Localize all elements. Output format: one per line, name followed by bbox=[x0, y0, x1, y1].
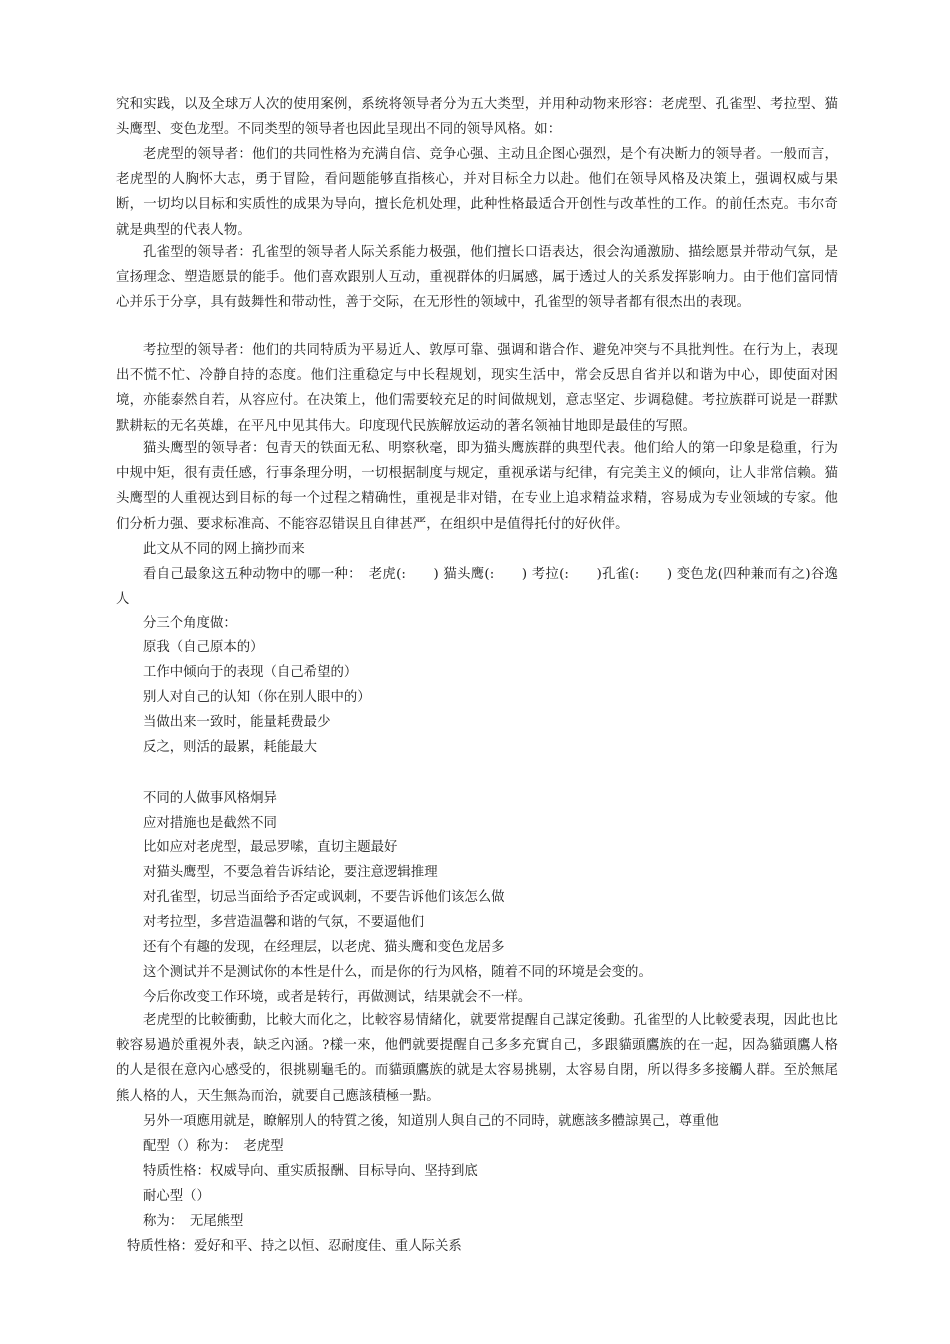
tiger-paragraph: 老虎型的领导者：他们的共同性格为充满自信、竞争心强、主动且企图心强烈，是个有决断力的领导者。一般而言，老虎型的人胸怀大志，勇于冒险，看问题能够直指核心，并对目标全力以赴。他们在领导风格及决策上，强调权威与果断，一切均以目标和实质性的成果为导向，擅长危机处理，此种性格最适合开创性与改革性的工作。的前任杰克。韦尔奇就是典型的代表人物。 bbox=[116, 147, 838, 238]
list-item: 对猫头鹰型，不要急着告诉结论，要注意逻辑推理 bbox=[143, 865, 438, 880]
list-item: 特质性格：权威导向、重实质报酬、目标导向、坚持到底 bbox=[143, 1164, 478, 1179]
list-item: 原我（自己原本的） bbox=[143, 640, 264, 655]
list-item: 比如应对老虎型，最忌罗嗦，直切主题最好 bbox=[143, 840, 398, 855]
list-item: 今后你改变工作环境，或者是转行，再做测试，结果就会不一样。 bbox=[143, 990, 532, 1005]
list-item: 另外一項應用就是，瞭解別人的特質之後，知道別人與自己的不同時，就應該多體諒異己，尊重他 bbox=[143, 1114, 719, 1129]
list-item: 别人对自己的认知（你在别人眼中的） bbox=[143, 690, 371, 705]
list-item: 当做出来一致时，能量耗费最少 bbox=[143, 715, 331, 730]
list-item: 对孔雀型，切忌当面给予否定或讽刺，不要告诉他们该怎么做 bbox=[143, 890, 505, 905]
list-item: 对考拉型，多营造温馨和谐的气氛，不要逼他们 bbox=[143, 915, 425, 930]
intro-paragraph: 究和实践，以及全球万人次的使用案例，系统将领导者分为五大类型，并用种动物来形容：老虎型、孔雀型、考拉型、猫头鹰型、变色龙型。不同类型的领导者也因此呈现出不同的领导风格。如： bbox=[116, 97, 838, 138]
list-item: 称为： 无尾熊型 bbox=[143, 1214, 244, 1229]
list-item: 分三个角度做： bbox=[143, 616, 237, 631]
list-item: 这个测试并不是测试你的本性是什么，而是你的行为风格，随着不同的环境是会变的。 bbox=[143, 965, 652, 980]
list-item: 不同的人做事风格炯异 bbox=[143, 791, 277, 806]
list-item: 特质性格：爱好和平、持之以恒、忍耐度佳、重人际关系 bbox=[127, 1239, 462, 1254]
source-note: 此文从不同的网上摘抄而来 bbox=[143, 542, 305, 557]
self-test-question: 看自己最象这五种动物中的哪一种： 老虎(: ) 猫头鹰(: ) 考拉(: )孔雀(: ) 变色龙(四种兼而有之)谷逸人 bbox=[116, 567, 838, 608]
list-item: 工作中倾向于的表现（自己希望的） bbox=[143, 665, 358, 680]
list-item: 配型（）称为： 老虎型 bbox=[143, 1139, 284, 1154]
owl-paragraph: 猫头鹰型的领导者：包青天的铁面无私、明察秋毫，即为猫头鹰族群的典型代表。他们给人的第一印象是稳重，行为中规中矩，很有责任感，行事条理分明，一切根据制度与规定，重视承诺与纪律，有完美主义的倾向，让人非常信赖。猫头鹰型的人重视达到目标的每一个过程之精确性，重视是非对错，在专业上追求精益求精，容易成为专业领域的专家。他们分析力强、要求标准高、不能容忍错误且自律甚严，在组织中是值得托付的好伙伴。 bbox=[116, 441, 838, 532]
list-item: 耐心型（） bbox=[143, 1189, 210, 1204]
list-item: 反之，则活的最累，耗能最大 bbox=[143, 740, 318, 755]
traditional-paragraph: 老虎型的比較衝動，比較大而化之，比較容易情緒化，就要常提醒自己謀定後動。孔雀型的人比較愛表現，因此也比較容易過於重視外表，缺乏內涵。?樣一來，他們就要提醒自己多多充實自己，多跟貓頭鷹族的在一起，因為貓頭鷹人格的人是很在意內心感受的，很挑剔龜毛的。而貓頭鷹族的就是太容易挑剔，太容易自閉，所以得多多接觸人群。至於無尾熊人格的人，天生無為而治，就要自己應該積極一點。 bbox=[116, 1013, 838, 1104]
koala-paragraph: 考拉型的领导者：他们的共同特质为平易近人、敦厚可靠、强调和谐合作、避免冲突与不具批判性。在行为上，表现出不慌不忙、冷静自持的态度。他们注重稳定与中长程规划，现实生活中，常会反思自省并以和谐为中心，即使面对困境，亦能泰然自若，从容应付。在决策上，他们需要较充足的时间做规划，意志坚定、步调稳健。考拉族群可说是一群默默耕耘的无名英雄，在平凡中见其伟大。印度现代民族解放运动的著名领袖甘地即是最佳的写照。 bbox=[116, 343, 838, 434]
list-item: 应对措施也是截然不同 bbox=[143, 816, 277, 831]
list-item: 还有个有趣的发现，在经理层，以老虎、猫头鹰和变色龙居多 bbox=[143, 940, 505, 955]
peacock-paragraph: 孔雀型的领导者：孔雀型的领导者人际关系能力极强，他们擅长口语表达，很会沟通激励、描绘愿景并带动气氛，是宣扬理念、塑造愿景的能手。他们喜欢跟别人互动，重视群体的归属感，属于透过人的关系发挥影响力。由于他们富同情心并乐于分享，具有鼓舞性和带动性，善于交际，在无形性的领域中，孔雀型的领导者都有很杰出的表现。 bbox=[116, 245, 838, 311]
